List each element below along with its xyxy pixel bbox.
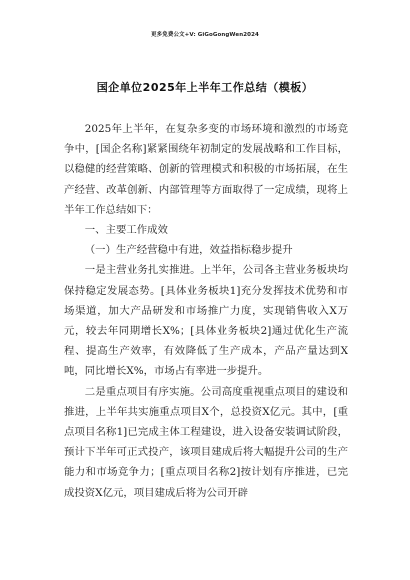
- body-paragraph: 一是主营业务扎实推进。上半年，公司各主营业务板块均保持稳定发展态势。[具体业务板块1]充分发挥技术优势和市场渠道，加大产品研发和市场推广力度，实现销售收入X万元，较去年同期增长X%；[具体业务板块2]通过优化生产流程、提高生产效率，有效降低了生产成本，产品产量达到X吨，同比增长X%，市场占有率进一步提升。: [64, 264, 348, 378]
- intro-paragraph: 2025年上半年，在复杂多变的市场环境和激烈的市场竞争中，[国企名称]紧紧围绕年初制定的发展战略和工作目标，以稳健的经营策略、创新的管理模式和积极的市场拓展，在生产经营、改革创新、内部管理等方面取得了一定成绩，现将上半年工作总结如下：: [64, 123, 348, 216]
- header-watermark: 更多免费公文+V: GiGoGongWen2024: [151, 32, 259, 38]
- document-body: [64, 119, 348, 503]
- body-paragraph: 二是重点项目有序实施。公司高度重视重点项目的建设和推进，上半年共实施重点项目X个，总投资X亿元。其中，[重点项目名称1]已完成主体工程建设，进入设备安装调试阶段，预计下半年可正式投产，该项目建成后将大幅提升公司的生产能力和市场竞争力；[重点项目名称2]按计划有序推进，已完成投资X亿元，项目建成后将为公司开辟: [64, 385, 348, 499]
- section-heading: 一、主要工作成效: [84, 224, 168, 237]
- document-title: 国企单位2025年上半年工作总结（模板）: [96, 81, 314, 94]
- subsection-heading: （一）生产经营稳中有进，效益指标稳步提升: [84, 244, 293, 257]
